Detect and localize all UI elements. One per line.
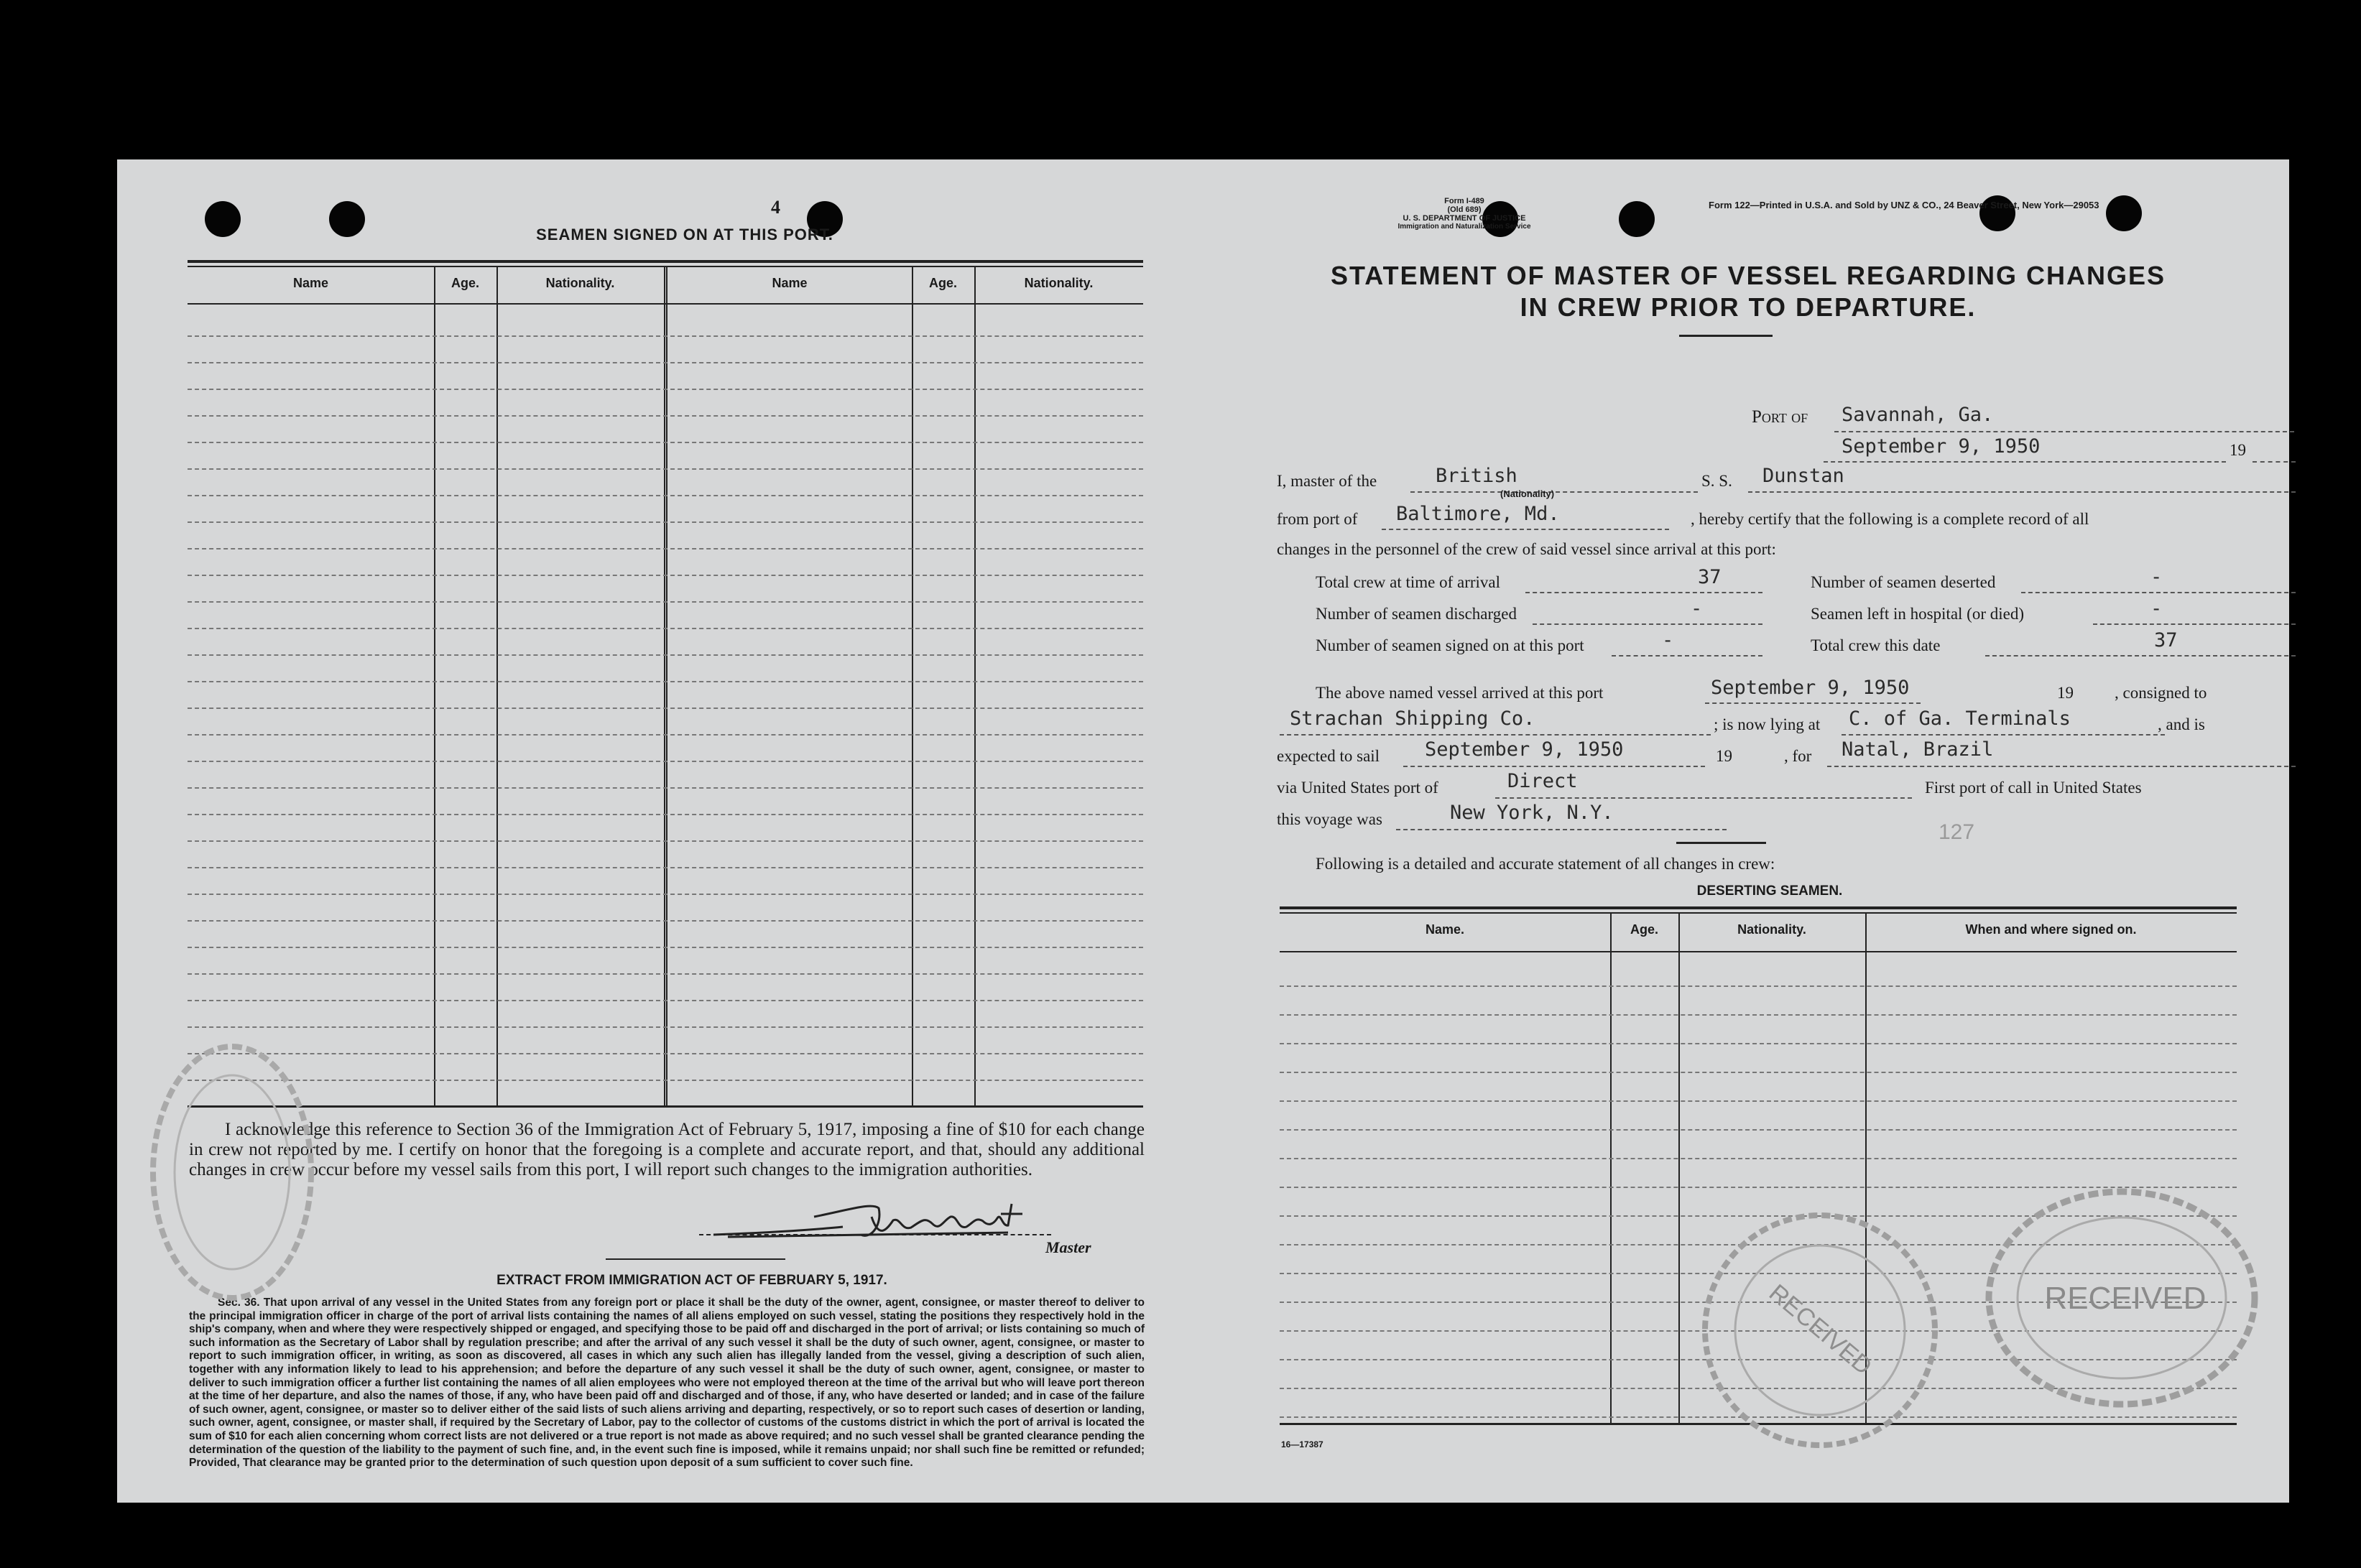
column-header: Nationality. xyxy=(545,276,615,290)
column-header: Name xyxy=(292,276,329,290)
total-crew-arrival-label: Total crew at time of arrival xyxy=(1316,573,1501,591)
underline xyxy=(1403,766,1705,767)
port-underline xyxy=(1834,431,2294,432)
from-port-label: from port of xyxy=(1277,510,1358,528)
master-of-label: I, master of the xyxy=(1277,472,1377,490)
service: Immigration and Naturalization Service xyxy=(1397,223,1531,231)
lying-value: C. of Ga. Terminals xyxy=(1849,708,2071,730)
column-header: Nationality. xyxy=(1737,922,1806,937)
table-row xyxy=(188,840,1143,842)
column-header: Name. xyxy=(1425,922,1465,937)
table-row xyxy=(188,734,1143,736)
underline xyxy=(1396,829,1727,830)
underline xyxy=(1705,702,1921,704)
table-row xyxy=(188,1000,1143,1001)
column-header: Age. xyxy=(1630,922,1658,937)
table-row xyxy=(188,389,1143,390)
arrived-date: September 9, 1950 xyxy=(1711,677,1910,699)
table-row xyxy=(1280,1158,2237,1159)
seamen-signed-on-table xyxy=(188,260,1143,1108)
date-value: September 9, 1950 xyxy=(1842,435,2041,458)
vessel-name: Dunstan xyxy=(1762,465,1844,487)
total-crew-date-label: Total crew this date xyxy=(1811,636,1941,654)
table-row xyxy=(188,362,1143,363)
underline xyxy=(1495,797,1912,799)
printer-line: Form 122—Printed in U.S.A. and Sold by UNZ & CO., 24 Beaver Street, New York—29053 xyxy=(1709,200,2099,210)
column-header: Age. xyxy=(451,276,479,290)
discharged-value: - xyxy=(1691,598,1703,620)
column-header: Name xyxy=(772,276,808,290)
table-row xyxy=(188,415,1143,417)
received-stamp-right xyxy=(1978,1179,2265,1416)
column-header: Nationality. xyxy=(1024,276,1094,290)
port-value: Savannah, Ga. xyxy=(1842,404,1994,426)
document-sheet xyxy=(117,159,2289,1503)
master-label: Master xyxy=(1045,1238,1091,1256)
expected-label: expected to sail xyxy=(1277,747,1380,765)
divider xyxy=(1676,842,1766,844)
voyage-value: New York, N.Y. xyxy=(1450,802,1614,824)
table-row xyxy=(188,495,1143,496)
via-value: Direct xyxy=(1507,770,1578,792)
hospital-value: - xyxy=(2150,598,2163,620)
column-header: When and where signed on. xyxy=(1965,922,2137,937)
underline xyxy=(1525,592,1762,593)
acknowledgement-text: I acknowledge this reference to Section 36 of the Immigration Act of February 5, 1917, imposing a fine of $10 for each change in crew not reported by me. I certify on honor that the foregoing is a complete and accurate report, and that, should any additional changes in crew occur before my vessel sails from this port, I will report such changes to the immigration authorities. xyxy=(189,1120,1145,1179)
divider xyxy=(606,1258,785,1260)
nationality-label: (Nationality) xyxy=(1500,488,1555,499)
table-row xyxy=(188,654,1143,656)
pencil-note: 127 xyxy=(1939,820,1975,844)
punch-hole xyxy=(2106,195,2142,231)
section-36-text: Sec. 36. That upon arrival of any vessel in the United States from any foreign port or place it shall be the duty of the owner, agent, consignee, or master thereof to deliver to the principal immigration officer in charge of the port of arrival lists containing the names of all aliens employed on such vessel, stating the positions they respectively hold in the ship's company, when and where they were respectively shipped or engaged, and specifying those to be paid off and discharged in the port of arrival; or lists containing so much of such information as the Secretary of Labor shall by regulation prescribe; and after the arrival of any such vessel it shall be the duty of such owner, agent, consignee, or master to report to such immigration officer, in writing, as soon as discovered, all cases in which any such alien has illegally landed from the vessel, giving a description of such alien, together with any information likely to lead to his apprehension; and before the departure of any such vessel it shall be the duty of such owner, agent, consignee, or master to deliver to such immigration officer a further list containing the names of all alien employees who were not employed thereon at the time of the arrival but who will leave port thereon at the time of her departure, and also the names of those, if any, who have been paid off and discharged and of those, if any, who have deserted or landed; and in case of the failure of such owner, agent, consignee, or master so to deliver either of the said lists of such aliens arriving and departing, respectively, or so to report such cases of desertion or landing, such owner, agent, consignee, or master shall, if required by the Secretary of Labor, pay to the collector of customs of the customs district in which the port of arrival is located the sum of $10 for each alien concerning whom correct lists are not delivered or a true report is not made as above required; and no such vessel shall be granted clearance pending the determination of the question of the liability to the payment of such fine, and, in the event such fine is imposed, while it remains unpaid; nor shall such fine be remitted or refunded; Provided, That clearance may be granted prior to the determination of such question upon deposit of a sum sufficient to cover such fine. xyxy=(189,1296,1145,1470)
table-row xyxy=(188,787,1143,789)
signed-on-label: Number of seamen signed on at this port xyxy=(1316,636,1584,654)
expected-date: September 9, 1950 xyxy=(1425,738,1624,761)
following-text: Following is a detailed and accurate statement of all changes in crew: xyxy=(1316,855,1775,873)
deserting-seamen-title: DESERTING SEAMEN. xyxy=(1696,883,1843,899)
table-row xyxy=(188,867,1143,868)
deserted-label: Number of seamen deserted xyxy=(1811,573,1996,591)
port-label: Port of xyxy=(1752,407,1808,427)
table-row xyxy=(1280,1100,2237,1102)
seamen-signed-on-title: SEAMEN SIGNED ON AT THIS PORT. xyxy=(536,226,833,243)
punch-hole xyxy=(205,201,241,237)
table-row xyxy=(188,814,1143,815)
consigned-label: , consigned to xyxy=(2115,684,2207,702)
table-row xyxy=(188,601,1143,603)
nationality-value: British xyxy=(1436,465,1517,487)
table-row xyxy=(188,575,1143,576)
consignee-value: Strachan Shipping Co. xyxy=(1290,708,1535,730)
via-label: via United States port of xyxy=(1277,779,1438,797)
punch-hole xyxy=(1619,201,1655,237)
destination-value: Natal, Brazil xyxy=(1842,738,1994,761)
expected-year-prefix: 19 xyxy=(1716,747,1732,765)
statement-title: STATEMENT OF MASTER OF VESSEL REGARDING CHANGES IN CREW PRIOR TO DEPARTURE. xyxy=(1330,261,2166,322)
discharged-label: Number of seamen discharged xyxy=(1316,605,1517,623)
table-row xyxy=(188,894,1143,895)
total-crew-date-value: 37 xyxy=(2154,629,2178,651)
master-signature-line xyxy=(699,1234,1051,1235)
vessel-underline xyxy=(1748,491,2296,493)
page-number: 4 xyxy=(771,197,780,218)
deserted-value: - xyxy=(2150,566,2163,588)
from-port-value: Baltimore, Md. xyxy=(1396,503,1560,525)
arrived-year-prefix: 19 xyxy=(2057,684,2074,702)
title-underline xyxy=(1679,335,1773,337)
extract-title: EXTRACT FROM IMMIGRATION ACT OF FEBRUARY 5, 1917. xyxy=(496,1273,887,1288)
and-is-label: , and is xyxy=(2158,715,2205,733)
underline xyxy=(2093,623,2296,625)
underline xyxy=(2021,592,2296,593)
table-row xyxy=(188,947,1143,948)
arrived-label: The above named vessel arrived at this port xyxy=(1316,684,1604,702)
punch-hole xyxy=(329,201,365,237)
underline xyxy=(1827,766,2296,767)
old-form-number: (Old 689) xyxy=(1447,205,1482,214)
underline xyxy=(1612,655,1762,657)
voyage-label: this voyage was xyxy=(1277,810,1382,828)
column-header: Age. xyxy=(928,276,957,290)
received-stamp-left xyxy=(146,1021,333,1323)
underline xyxy=(1533,623,1762,625)
underline xyxy=(1842,734,2165,736)
table-row xyxy=(1280,1043,2237,1044)
table-row xyxy=(1280,1072,2237,1073)
form-number: Form I-489 xyxy=(1444,197,1484,205)
table-row xyxy=(188,708,1143,709)
received-stamp-text: RECEIVED xyxy=(2044,1281,2207,1316)
table-row xyxy=(1280,1129,2237,1131)
for-label: , for xyxy=(1784,747,1812,765)
table-row xyxy=(1280,985,2237,987)
certify-text: , hereby certify that the following is a complete record of all xyxy=(1691,510,2089,528)
table-row xyxy=(188,920,1143,922)
first-port-label: First port of call in United States xyxy=(1925,779,2142,797)
table-row xyxy=(188,681,1143,682)
from-port-underline xyxy=(1382,529,1669,530)
table-row xyxy=(188,521,1143,523)
total-crew-arrival-value: 37 xyxy=(1698,566,1722,588)
table-row xyxy=(188,973,1143,975)
received-stamp-middle xyxy=(1691,1201,1949,1460)
form-code: 16—17387 xyxy=(1281,1439,1323,1449)
table-row xyxy=(188,335,1143,337)
table-row xyxy=(188,628,1143,629)
received-stamp-text: RECEIVED xyxy=(1763,1279,1877,1381)
table-row xyxy=(188,761,1143,762)
lying-label: ; is now lying at xyxy=(1714,715,1821,733)
table-row xyxy=(188,468,1143,470)
year-prefix: 19 xyxy=(2230,441,2246,459)
changes-text: changes in the personnel of the crew of said vessel since arrival at this port: xyxy=(1277,540,1776,558)
department: U. S. DEPARTMENT OF JUSTICE xyxy=(1403,214,1526,223)
ss-label: S. S. xyxy=(1701,472,1732,490)
table-row xyxy=(188,442,1143,443)
hospital-label: Seamen left in hospital (or died) xyxy=(1811,605,2025,623)
table-row xyxy=(188,548,1143,549)
year-underline xyxy=(2253,461,2296,463)
date-underline xyxy=(1824,461,2226,463)
signed-on-value: - xyxy=(1662,629,1674,651)
table-row xyxy=(1280,1014,2237,1016)
underline xyxy=(1280,734,1711,736)
underline xyxy=(1985,655,2296,657)
